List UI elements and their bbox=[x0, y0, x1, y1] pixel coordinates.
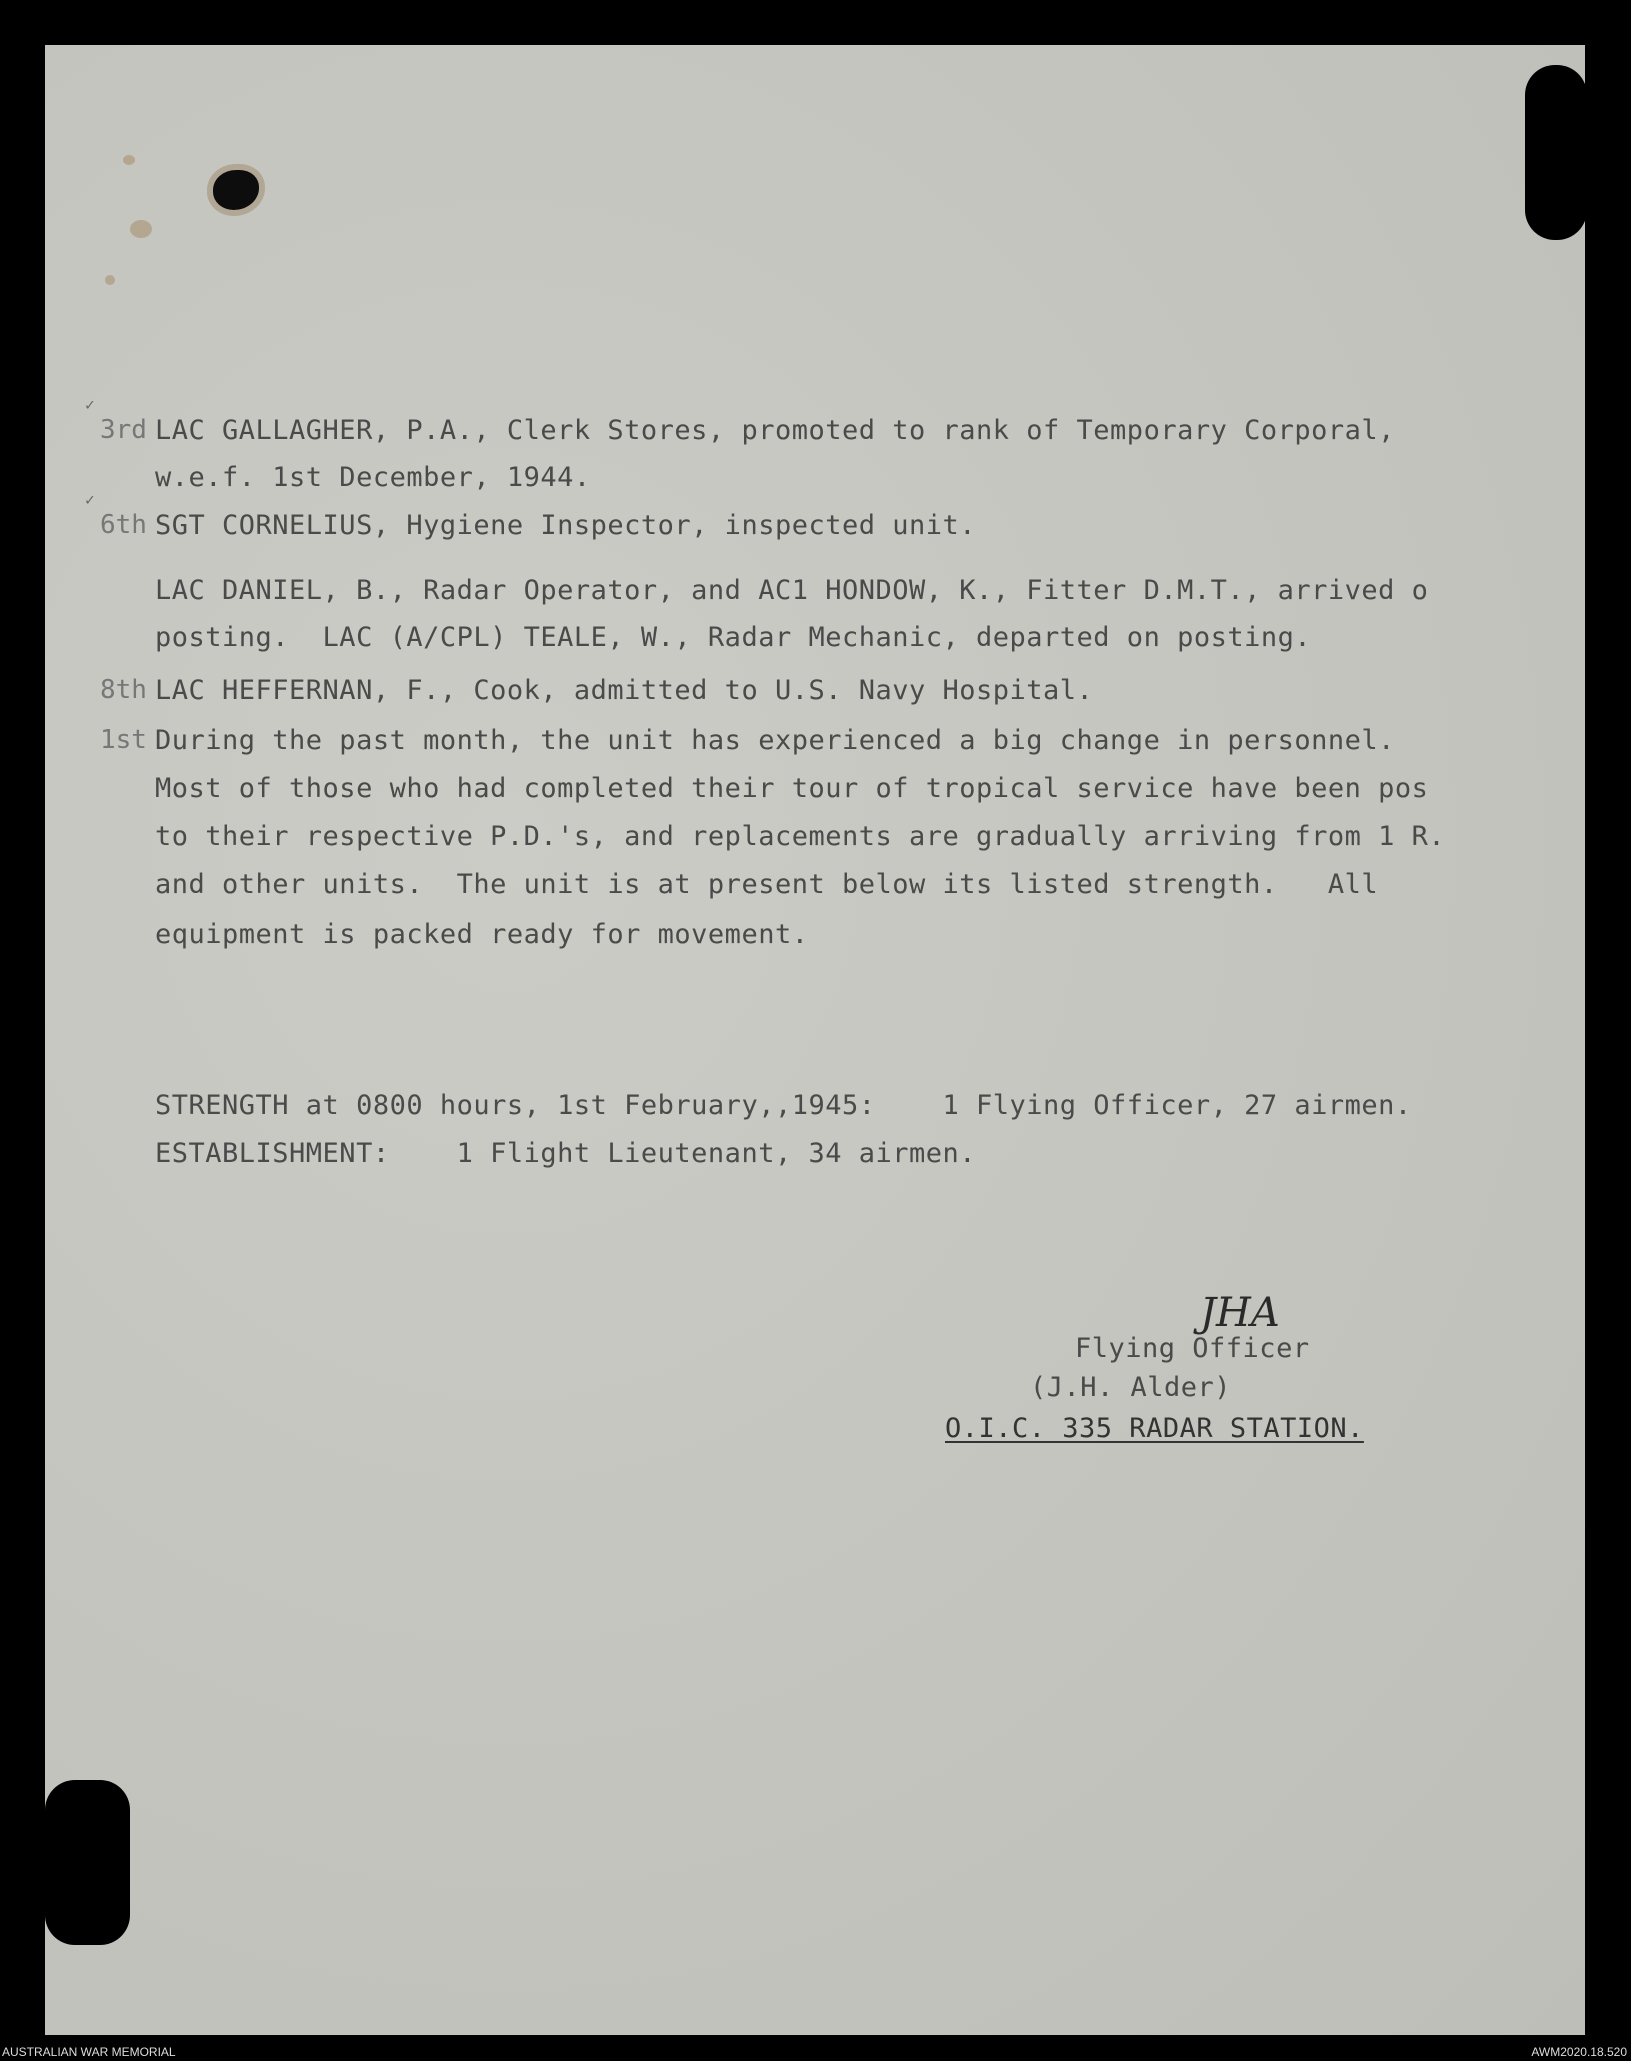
entry-line: and other units. The unit is at present below its listed strength. All bbox=[155, 869, 1379, 900]
strength-line: STRENGTH at 0800 hours, 1st February,,1945: 1 Flying Officer, 27 airmen. bbox=[155, 1090, 1412, 1121]
signatory-name: (J.H. Alder) bbox=[1030, 1372, 1232, 1403]
document-page bbox=[45, 45, 1585, 2035]
entry-line: to their respective P.D.'s, and replacements are gradually arriving from 1 R. bbox=[155, 821, 1446, 852]
entry-line: SGT CORNELIUS, Hygiene Inspector, inspected unit. bbox=[155, 510, 977, 541]
entry-date: 3rd bbox=[100, 415, 147, 445]
entry-date: 1st bbox=[100, 725, 147, 755]
entry-line: LAC GALLAGHER, P.A., Clerk Stores, promoted to rank of Temporary Corporal, bbox=[155, 415, 1395, 446]
establishment-line: ESTABLISHMENT: 1 Flight Lieutenant, 34 airmen. bbox=[155, 1138, 977, 1169]
signatory-rank: Flying Officer bbox=[1075, 1333, 1310, 1364]
entry-date: 6th bbox=[100, 510, 147, 540]
signature: JHA bbox=[1200, 1290, 1280, 1336]
entry-line: posting. LAC (A/CPL) TEALE, W., Radar Mechanic, departed on posting. bbox=[155, 622, 1312, 653]
entry-line: LAC DANIEL, B., Radar Operator, and AC1 HONDOW, K., Fitter D.M.T., arrived o bbox=[155, 575, 1429, 606]
rust-stain bbox=[123, 155, 135, 165]
entry-line: During the past month, the unit has experienced a big change in personnel. bbox=[155, 725, 1395, 756]
footer-institution: AUSTRALIAN WAR MEMORIAL bbox=[2, 2045, 176, 2059]
punched-hole bbox=[213, 170, 259, 210]
check-mark: ✓ bbox=[85, 395, 95, 414]
entry-line: LAC HEFFERNAN, F., Cook, admitted to U.S. Navy Hospital. bbox=[155, 675, 1094, 706]
binder-clip-top-bar bbox=[1565, 120, 1595, 180]
entry-line: Most of those who had completed their tour of tropical service have been pos bbox=[155, 773, 1429, 804]
check-mark: ✓ bbox=[85, 490, 95, 509]
binder-clip-bottom-bar bbox=[35, 1845, 85, 1900]
entry-line: equipment is packed ready for movement. bbox=[155, 919, 809, 950]
entry-line: w.e.f. 1st December, 1944. bbox=[155, 462, 591, 493]
footer-accession-number: AWM2020.18.520 bbox=[1531, 2045, 1627, 2059]
rust-stain bbox=[130, 220, 152, 238]
rust-stain bbox=[105, 275, 115, 285]
entry-date: 8th bbox=[100, 675, 147, 705]
signatory-title: O.I.C. 335 RADAR STATION. bbox=[945, 1413, 1364, 1444]
